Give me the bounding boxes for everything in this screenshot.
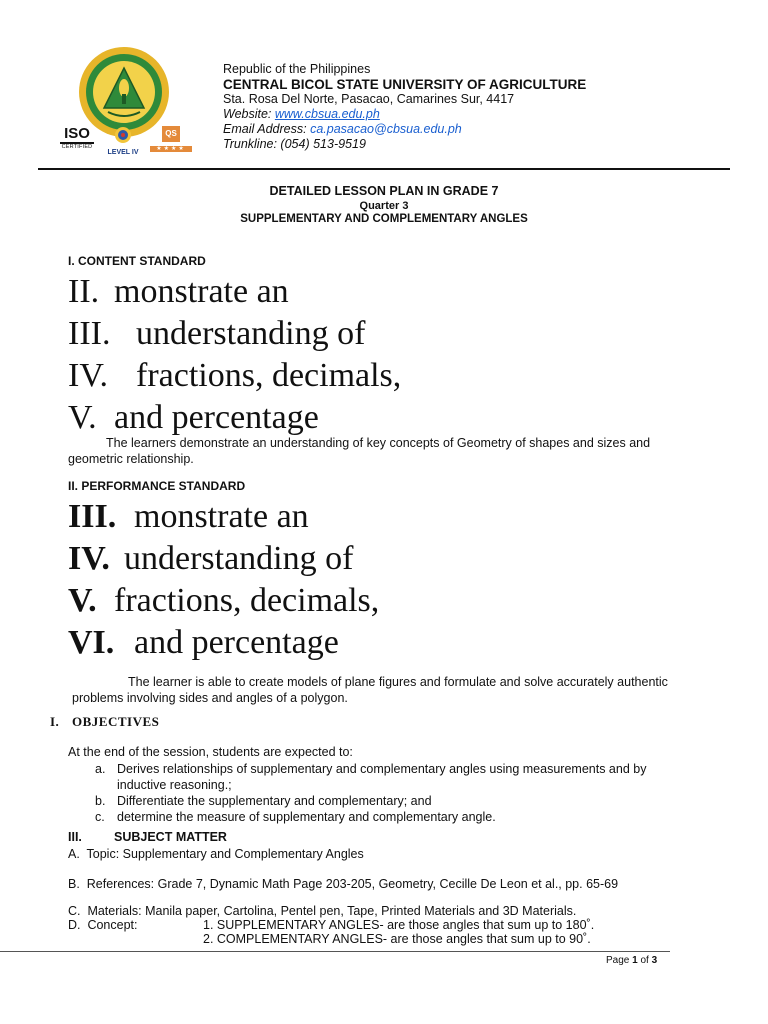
- content-standard-heading: I. CONTENT STANDARD: [68, 254, 206, 268]
- list-item-text: fractions, decimals,: [136, 357, 402, 394]
- concept-complementary: 2. COMPLEMENTARY ANGLES- are those angles that sum up to 90˚.: [203, 932, 591, 946]
- list-item: [68, 622, 748, 664]
- page-number: [606, 955, 657, 966]
- list-item-text-continued: inductive reasoning.;: [117, 778, 232, 792]
- list-item: [95, 793, 735, 809]
- content-standard-list: [68, 271, 748, 439]
- website-line: [223, 107, 743, 122]
- email-label: Email Address:: [223, 122, 311, 136]
- list-item-text: fractions, decimals,: [114, 582, 380, 619]
- content-standard-paragraph: [68, 435, 738, 467]
- page-prefix: Page: [606, 955, 633, 966]
- paragraph-line: The learners demonstrate an understanding of key concepts of Geometry of shapes and sizes and: [106, 436, 651, 450]
- email-line: [223, 122, 743, 137]
- list-item-text: determine the measure of supplementary and complementary angle.: [117, 810, 496, 824]
- page-total: 3: [651, 955, 658, 966]
- subject-references: B. References: Grade 7, Dynamic Math Page 203-205, Geometry, Cecille De Leon et al., pp. 65-69: [68, 877, 619, 891]
- quarter-label: Quarter 3: [359, 200, 409, 212]
- subject-materials: C. Materials: Manila paper, Cartolina, Pentel pen, Tape, Printed Materials and 3D Materials.: [68, 904, 577, 918]
- subject-matter-number: III.: [68, 830, 82, 844]
- list-item-number: IV.: [68, 540, 110, 577]
- list-item-number: III.: [68, 498, 117, 535]
- iso-certified-badge: [60, 126, 94, 150]
- list-item: [68, 313, 748, 355]
- performance-standard-heading: II. PERFORMANCE STANDARD: [68, 479, 246, 493]
- paragraph-line: problems involving sides and angles of a polygon.: [72, 691, 348, 705]
- address-line: Sta. Rosa Del Norte, Pasacao, Camarines Sur, 4417: [223, 92, 515, 106]
- list-item-text: understanding of: [124, 540, 354, 577]
- list-item: [95, 761, 735, 793]
- list-item: [68, 355, 748, 397]
- list-item: [68, 271, 748, 313]
- university-seal-logo: [78, 46, 170, 138]
- list-item-text: understanding of: [136, 315, 366, 352]
- website-label: Website:: [223, 107, 275, 121]
- objectives-number: I.: [50, 714, 60, 729]
- list-item-text: monstrate an: [134, 498, 309, 535]
- objectives-list: [95, 761, 735, 825]
- list-item-letter: b.: [95, 794, 106, 808]
- iso-badge-subtext: CERTIFIED: [61, 144, 93, 150]
- lesson-plan-title: DETAILED LESSON PLAN IN GRADE 7: [269, 184, 499, 198]
- list-item-number: V.: [68, 582, 97, 619]
- list-item: [68, 397, 748, 439]
- subject-concept-label: D. Concept:: [68, 918, 138, 932]
- page-of: of: [637, 955, 652, 966]
- header-divider: [38, 168, 730, 170]
- paragraph-line: The learner is able to create models of plane figures and formulate and solve accurately authentic: [128, 675, 668, 689]
- performance-standard-list: [68, 496, 748, 664]
- list-item: [68, 538, 748, 580]
- objectives-intro: At the end of the session, students are expected to:: [68, 745, 353, 759]
- university-name: CENTRAL BICOL STATE UNIVERSITY OF AGRICULTURE: [223, 77, 587, 92]
- lesson-topic-title: SUPPLEMENTARY AND COMPLEMENTARY ANGLES: [240, 213, 528, 225]
- list-item-number: V.: [68, 399, 97, 436]
- page-current: 1: [632, 955, 638, 966]
- objectives-heading: [50, 714, 159, 730]
- list-item-number: III.: [68, 315, 111, 352]
- list-item: [68, 580, 748, 622]
- letterhead: [223, 62, 743, 152]
- list-item-text: Differentiate the supplementary and complementary; and: [117, 794, 432, 808]
- email-address[interactable]: ca.pasacao@cbsua.edu.ph: [310, 122, 462, 136]
- list-item-text: Derives relationships of supplementary and complementary angles using measurements and by: [117, 762, 647, 776]
- list-item: [68, 496, 748, 538]
- objectives-title: OBJECTIVES: [72, 714, 160, 729]
- republic-line: Republic of the Philippines: [223, 62, 371, 76]
- qs-logo-text: QS: [162, 126, 180, 142]
- list-item-letter: a.: [95, 762, 106, 776]
- subject-matter-title: SUBJECT MATTER: [114, 830, 227, 844]
- level-iv-badge: [100, 126, 146, 157]
- qs-star-rating-icon: ★★★★: [150, 146, 192, 152]
- list-item-text: monstrate an: [114, 273, 289, 310]
- level-iv-badge-text: LEVEL IV: [107, 149, 139, 156]
- list-item-text: and percentage: [134, 624, 339, 661]
- trunkline-line: Trunkline: (054) 513-9519: [223, 137, 366, 151]
- subject-topic: A. Topic: Supplementary and Complementary Angles: [68, 847, 364, 861]
- list-item-number: VI.: [68, 624, 115, 661]
- list-item-number: IV.: [68, 357, 108, 394]
- footer-divider: [0, 951, 670, 952]
- iso-badge-text: ISO: [60, 126, 94, 144]
- accreditation-emblem-icon: [113, 126, 133, 144]
- website-link[interactable]: www.cbsua.edu.ph: [274, 107, 380, 121]
- list-item-letter: c.: [95, 810, 105, 824]
- paragraph-line: geometric relationship.: [68, 452, 194, 466]
- performance-standard-paragraph: [72, 674, 742, 706]
- concept-supplementary: 1. SUPPLEMENTARY ANGLES- are those angles that sum up to 180˚.: [203, 918, 595, 932]
- list-item: [95, 809, 735, 825]
- list-item-number: II.: [68, 273, 100, 310]
- subject-matter-heading: [68, 830, 227, 844]
- qs-stars-badge: [150, 126, 192, 152]
- list-item-text: and percentage: [114, 399, 319, 436]
